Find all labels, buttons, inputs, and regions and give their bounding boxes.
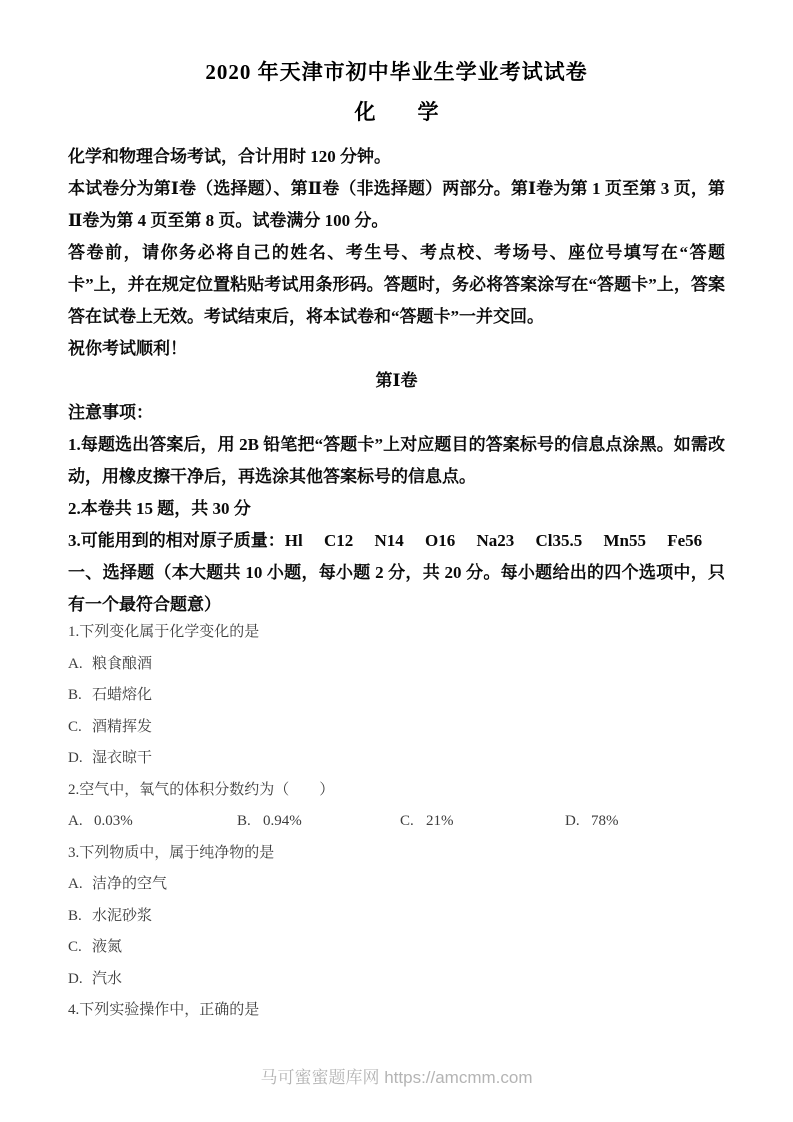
question-3-option-a xyxy=(68,869,725,901)
question-list xyxy=(68,617,725,1027)
question-3-option-d xyxy=(68,964,725,996)
option-letter: D. xyxy=(565,813,580,829)
question-2-option-c xyxy=(400,806,565,838)
instruction-structure: 本试卷分为第Ⅰ卷（选择题）、第Ⅱ卷（非选择题）两部分。第Ⅰ卷为第 1 页至第 3 页，第Ⅱ卷为第 4 页至第 8 页。试卷满分 100 分。 xyxy=(68,179,725,230)
exam-instructions xyxy=(68,141,725,621)
question-2-option-a xyxy=(68,806,237,838)
option-letter: D. xyxy=(68,750,83,766)
option-text: 0.94% xyxy=(263,813,302,829)
question-2-stem: 2.空气中，氧气的体积分数约为（ ） xyxy=(68,781,335,798)
instruction-answer-card: 答卷前，请你务必将自己的姓名、考生号、考点校、考场号、座位号填写在“答题卡”上，并在规定位置粘贴考试用条形码。答题时，务必将答案涂写在“答题卡”上，答案答在试卷上无效。考试结束后，将本试卷和“答题卡”一并交回。 xyxy=(68,243,725,326)
option-letter: B. xyxy=(68,907,82,924)
note-2: 2.本卷共 15 题，共 30 分 xyxy=(68,499,251,518)
subject-title: 化 学 xyxy=(354,100,439,124)
option-text: 粮食酿酒 xyxy=(92,655,153,672)
option-text: 0.03% xyxy=(94,813,133,829)
question-1-option-b xyxy=(68,680,725,712)
instruction-good-luck: 祝你考试顺利！ xyxy=(68,339,187,358)
question-1-stem: 1.下列变化属于化学变化的是 xyxy=(68,624,260,640)
part1-heading: 第Ⅰ卷 xyxy=(375,371,418,390)
note-1: 1.每题选出答案后，用 2B 铅笔把“答题卡”上对应题目的答案标号的信息点涂黑。如需改动，用橡皮擦干净后，再选涂其他答案标号的信息点。 xyxy=(68,435,725,486)
option-text: 酒精挥发 xyxy=(92,718,153,735)
question-2-option-d xyxy=(565,806,725,838)
option-letter: C. xyxy=(400,813,414,829)
question-4 xyxy=(68,995,725,1027)
option-text: 水泥砂浆 xyxy=(92,907,153,924)
notes-title: 注意事项： xyxy=(68,403,153,422)
question-4-stem: 4.下列实验操作中，正确的是 xyxy=(68,1002,260,1018)
option-letter: D. xyxy=(68,970,83,987)
option-letter: A. xyxy=(68,655,83,672)
question-3-stem: 3.下列物质中，属于纯净物的是 xyxy=(68,844,275,861)
question-2 xyxy=(68,775,725,838)
option-text: 湿衣晾干 xyxy=(92,750,153,766)
watermark-footer: 马可蜜蜜题库网 https://amcmm.com xyxy=(260,1068,533,1087)
option-letter: C. xyxy=(68,718,82,735)
option-text: 石蜡熔化 xyxy=(92,687,153,703)
question-2-options-row xyxy=(68,806,725,838)
option-letter: A. xyxy=(68,813,83,829)
option-text: 78% xyxy=(591,813,619,829)
option-text: 汽水 xyxy=(92,970,123,987)
option-letter: C. xyxy=(68,939,82,955)
question-3-option-c xyxy=(68,932,725,964)
question-1-option-c xyxy=(68,712,725,744)
option-letter: A. xyxy=(68,876,83,892)
question-1-option-a xyxy=(68,649,725,681)
question-3-option-b xyxy=(68,901,725,933)
question-3 xyxy=(68,838,725,996)
option-text: 液氮 xyxy=(92,939,123,955)
option-text: 21% xyxy=(426,813,454,829)
multiple-choice-section-intro: 一、选择题（本大题共 10 小题，每小题 2 分，共 20 分。每小题给出的四个选项中，只有一个最符合题意） xyxy=(68,563,725,614)
question-1-option-d xyxy=(68,743,725,775)
question-2-option-b xyxy=(237,806,400,838)
note-3-atomic-masses: 3.可能用到的相对原子质量：Hl C12 N14 O16 Na23 Cl35.5 Mn55 Fe56 xyxy=(68,531,703,550)
instruction-duration: 化学和物理合场考试，合计用时 120 分钟。 xyxy=(68,147,391,166)
option-text: 洁净的空气 xyxy=(92,876,168,892)
option-letter: B. xyxy=(68,687,82,703)
option-letter: B. xyxy=(237,813,251,829)
page-title: 2020 年天津市初中毕业生学业考试试卷 xyxy=(205,60,588,84)
question-1 xyxy=(68,617,725,775)
